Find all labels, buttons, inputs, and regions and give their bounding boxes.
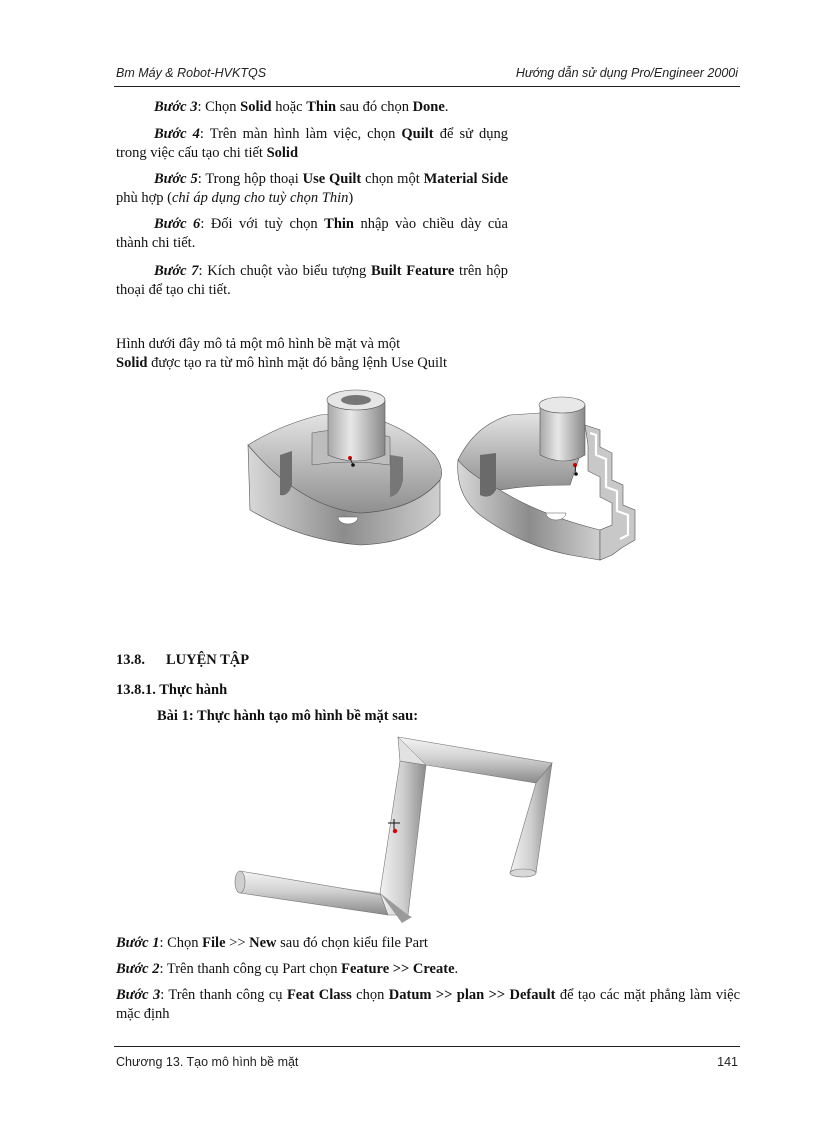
step-6-paragraph: Bước 6: Đối với tuỳ chọn Thin nhập vào chiều dày của thành chi tiết.	[116, 216, 508, 251]
header-rule	[114, 86, 740, 87]
step-3-paragraph: Bước 3: Chọn Solid hoặc Thin sau đó chọn Done.	[154, 99, 449, 115]
pipe-model	[235, 737, 552, 923]
step-label: Bước 6	[154, 216, 201, 232]
footer-rule	[114, 1046, 740, 1047]
step-label: Bước 7	[154, 263, 199, 279]
step-label: Bước 4	[154, 126, 200, 142]
pipe-model-figure	[230, 725, 560, 925]
bottom-step-3-paragraph: Bước 3: Trên thanh công cụ Feat Class chọn Datum >> plan >> Default để tạo các mặt phẳng làm việc mặc định	[116, 987, 741, 1022]
solid-model	[458, 397, 635, 560]
figure-caption: Hình dưới đây mô tả một mô hình bề mặt và một Solid được tạo ra từ mô hình mặt đó bằng lệnh Use Quilt	[116, 336, 448, 371]
header-right: Hướng dẫn sử dụng Pro/Engineer 2000i	[515, 66, 738, 80]
step-7-paragraph: Bước 7: Kích chuột vào biểu tượng Built Feature trên hộp thoại để tạo chi tiết.	[116, 263, 509, 298]
bottom-step-1-paragraph: Bước 1: Chọn File >> New sau đó chọn kiểu file Part	[116, 935, 428, 951]
step-label: Bước 3	[154, 99, 198, 115]
footer-chapter: Chương 13. Tạo mô hình bề mặt	[116, 1055, 299, 1069]
step-label: Bước 3	[116, 987, 161, 1003]
section-title: LUYỆN TẬP	[166, 652, 250, 668]
page-number: 141	[717, 1055, 738, 1069]
step-label: Bước 5	[154, 171, 198, 187]
step-label: Bước 2	[116, 961, 160, 977]
section-number: 13.8.	[116, 652, 145, 668]
step-label: Bước 1	[116, 935, 160, 951]
exercise-title: Bài 1: Thực hành tạo mô hình bề mặt sau:	[157, 708, 419, 724]
subsection-title: 13.8.1. Thực hành	[116, 682, 228, 698]
surface-model	[248, 390, 442, 545]
header-left: Bm Máy & Robot-HVKTQS	[116, 66, 267, 80]
surface-and-solid-figure	[240, 385, 670, 585]
bottom-step-2-paragraph: Bước 2: Trên thanh công cụ Part chọn Feature >> Create.	[116, 961, 459, 977]
step-4-paragraph: Bước 4: Trên màn hình làm việc, chọn Quilt để sử dụng trong việc cấu tạo chi tiết Solid	[116, 126, 509, 161]
step-5-paragraph: Bước 5: Trong hộp thoại Use Quilt chọn một Material Side phù hợp (chỉ áp dụng cho tuỳ chọn Thin)	[116, 171, 509, 206]
